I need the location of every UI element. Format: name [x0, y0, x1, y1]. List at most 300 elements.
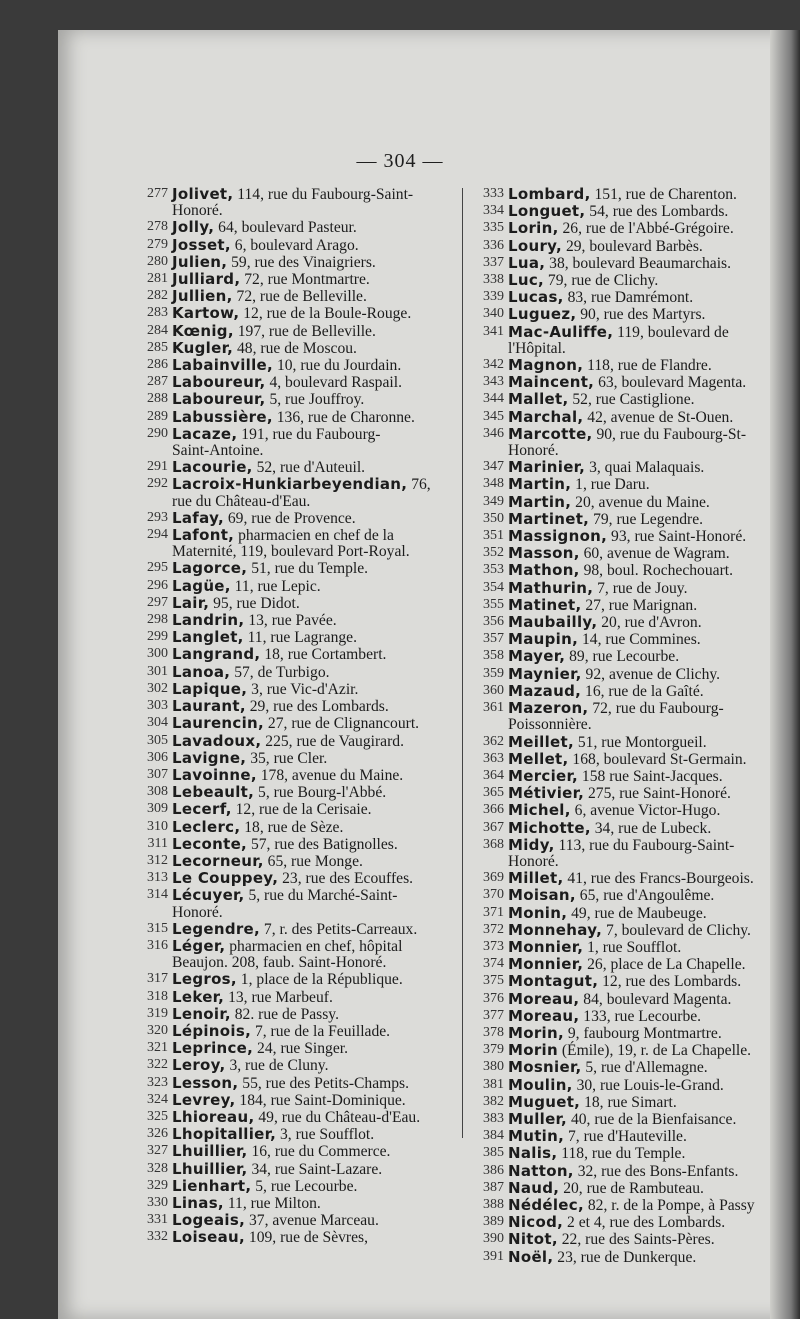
entry-address: 55, rue des Petits-Champs. [238, 1074, 410, 1092]
entry-address-continuation: rue du Château-d'Eau. [172, 492, 311, 510]
entry-address: 52, rue d'Auteuil. [252, 459, 366, 477]
entry-address: 90, rue du Faubourg-St- [592, 425, 747, 443]
entry-address: 23, rue de Dunkerque. [553, 1248, 697, 1266]
entry-address: 54, rue des Lombards. [585, 203, 729, 221]
entry-name: Lua, [508, 253, 546, 272]
entry-address: 82. rue de Passy. [230, 1005, 339, 1023]
directory-entry [474, 476, 770, 493]
entry-name: Michotte, [508, 818, 591, 837]
entry-number: 306 [147, 749, 168, 765]
entry-number: 311 [147, 835, 168, 851]
directory-entry [138, 887, 463, 920]
entry-address: 1, rue Daru. [571, 476, 650, 494]
entry-number: 381 [483, 1076, 504, 1092]
entry-address: 63, boulevard Magenta. [594, 374, 747, 392]
directory-entry [138, 1109, 463, 1126]
entry-address: 38, boulevard Beaumarchais. [545, 254, 732, 272]
entry-address: 113, rue du Faubourg-Saint- [554, 836, 735, 854]
entry-name: Maynier, [508, 664, 582, 683]
entry-address: 18, rue Cortambert. [260, 646, 387, 664]
page-number: — 304 — [356, 150, 444, 172]
entry-address: 82, r. de la Pompe, à Passy [583, 1196, 755, 1214]
entry-number: 340 [483, 306, 504, 322]
entry-name: Loury, [508, 236, 563, 255]
entry-number: 322 [147, 1057, 168, 1073]
entry-address: 168, boulevard St-Germain. [568, 750, 747, 768]
entry-name: Lafay, [172, 508, 224, 527]
entry-address: 133, rue Lecourbe. [579, 1007, 702, 1025]
directory-entry [474, 683, 770, 700]
directory-entry [138, 853, 463, 870]
entry-name: Leprince, [172, 1039, 254, 1058]
directory-entry [138, 1195, 463, 1212]
entry-name: Martin, [508, 475, 572, 494]
entry-address: 7, r. des Petits-Carreaux. [260, 920, 418, 938]
right-column [474, 186, 770, 1266]
entry-number: 344 [483, 391, 504, 407]
entry-name: Lacaze, [172, 424, 238, 443]
entry-number: 348 [483, 476, 504, 492]
entry-address: 69, rue de Provence. [223, 509, 356, 527]
entry-name: Kartow, [172, 304, 240, 323]
entry-number: 332 [147, 1229, 168, 1245]
directory-entry [474, 734, 770, 751]
entry-number: 299 [147, 629, 168, 645]
entry-number: 277 [147, 186, 168, 201]
entry-number: 319 [147, 1005, 168, 1021]
entry-name: Leconte, [172, 834, 248, 853]
entry-name: Longuet, [508, 202, 586, 221]
entry-address: 7, boulevard de Clichy. [602, 921, 751, 939]
entry-address: 7, rue de la Feuillade. [251, 1022, 391, 1040]
entry-name: Mathurin, [508, 578, 594, 597]
directory-entry [138, 767, 463, 784]
entry-number: 368 [483, 836, 504, 852]
entry-name: Lavigne, [172, 748, 247, 767]
entry-number: 285 [147, 339, 168, 355]
entry-address: 20, rue de Rambuteau. [559, 1179, 704, 1197]
entry-number: 329 [147, 1177, 168, 1193]
entry-address: 5, rue Bourg-l'Abbé. [254, 784, 387, 802]
entry-name: Jolly, [172, 218, 215, 237]
entry-address: 64, boulevard Pasteur. [214, 219, 357, 237]
entry-name: Monnier, [508, 937, 584, 956]
directory-entry [138, 1006, 463, 1023]
directory-entry [474, 1197, 770, 1214]
entry-address: 178, avenue du Maine. [256, 766, 404, 784]
entry-address: 109, rue de Sèvres, [245, 1229, 368, 1247]
directory-entry [474, 785, 770, 802]
entry-address: 136, rue de Charonne. [272, 408, 415, 426]
entry-number: 292 [147, 476, 168, 492]
entry-number: 280 [147, 253, 168, 269]
entry-address-continuation: Honoré. [172, 202, 223, 220]
entry-number: 358 [483, 648, 504, 664]
entry-name: Nédélec, [508, 1195, 584, 1214]
entry-name: Lapique, [172, 679, 248, 698]
entry-number: 296 [147, 577, 168, 593]
entry-number: 359 [483, 665, 504, 681]
entry-address-continuation: Honoré. [172, 903, 223, 921]
entry-number: 279 [147, 236, 168, 252]
entry-number: 337 [483, 254, 504, 270]
entry-number: 309 [147, 801, 168, 817]
entry-number: 374 [483, 956, 504, 972]
entry-address: 13, rue Marbeuf. [224, 988, 333, 1006]
entry-address: 3, rue de Cluny. [225, 1057, 329, 1075]
directory-entry [138, 254, 463, 271]
entry-number: 389 [483, 1214, 504, 1230]
entry-number: 290 [147, 425, 168, 441]
entry-name: Métivier, [508, 784, 585, 803]
entry-number: 318 [147, 988, 168, 1004]
entry-address: pharmacien en chef de la [234, 527, 394, 545]
directory-entry [138, 1023, 463, 1040]
entry-address: 76, [407, 476, 431, 494]
entry-number: 294 [147, 527, 168, 543]
entry-address: (Émile), 19, r. de La Chapelle. [557, 1042, 752, 1060]
directory-entry [474, 324, 770, 357]
directory-entry [474, 631, 770, 648]
entry-address: 95, rue Didot. [209, 594, 300, 612]
directory-entry [138, 357, 463, 374]
entry-number: 351 [483, 528, 504, 544]
entry-number: 327 [147, 1143, 168, 1159]
entry-number: 352 [483, 545, 504, 561]
entry-name: Legros, [172, 970, 237, 989]
entry-name: Meillet, [508, 732, 574, 751]
entry-name: Linas, [172, 1193, 224, 1212]
entry-address: 1, rue Soufflot. [583, 938, 682, 956]
entry-number: 365 [483, 785, 504, 801]
entry-address: 37, avenue Marceau. [245, 1212, 379, 1230]
entry-name: Matinet, [508, 595, 582, 614]
entry-address: 158 rue Saint-Jacques. [578, 767, 723, 785]
directory-entry [138, 750, 463, 767]
entry-number: 360 [483, 682, 504, 698]
entry-address: 83, rue Damrémont. [563, 289, 694, 307]
entry-address: 79, rue de Clichy. [544, 272, 659, 290]
entry-name: Legendre, [172, 919, 261, 938]
entry-number: 354 [483, 579, 504, 595]
entry-address: 92, avenue de Clichy. [581, 665, 721, 683]
entry-number: 335 [483, 220, 504, 236]
entry-name: Naud, [508, 1178, 560, 1197]
entry-name: Lagorce, [172, 559, 248, 578]
entry-number: 378 [483, 1024, 504, 1040]
entry-number: 328 [147, 1160, 168, 1176]
entry-address: 26, place de La Chapelle. [583, 956, 746, 974]
directory-entry [138, 510, 463, 527]
entry-name: Leker, [172, 987, 225, 1006]
directory-entry [474, 666, 770, 683]
entry-name: Lecorneur, [172, 851, 264, 870]
entry-address: 51, rue du Temple. [247, 560, 369, 578]
entry-number: 282 [147, 288, 168, 304]
entry-address: 11, rue Lagrange. [243, 629, 357, 647]
entry-address: 42, avenue de St-Ouen. [583, 408, 734, 426]
directory-entry [474, 1249, 770, 1266]
entry-name: Luguez, [508, 305, 577, 324]
directory-entry [474, 580, 770, 597]
directory-entry [138, 271, 463, 288]
directory-entry [474, 1094, 770, 1111]
entry-address-continuation: Honoré. [508, 852, 559, 870]
directory-entry [138, 971, 463, 988]
directory-entry [138, 784, 463, 801]
entry-number: 288 [147, 391, 168, 407]
directory-entry [474, 1008, 770, 1025]
entry-address: 3, quai Malaquais. [585, 459, 705, 477]
entry-name: Mac-Auliffe, [508, 322, 614, 341]
entry-number: 334 [483, 203, 504, 219]
entry-name: Lagüe, [172, 576, 231, 595]
entry-name: Lienhart, [172, 1176, 252, 1195]
entry-number: 388 [483, 1196, 504, 1212]
directory-entry [474, 820, 770, 837]
entry-name: Jolivet, [172, 185, 234, 203]
directory-entry [474, 203, 770, 220]
entry-name: Monnehay, [508, 920, 603, 939]
entry-name: Natton, [508, 1161, 574, 1180]
entry-name: Nitot, [508, 1230, 558, 1249]
directory-entry [138, 323, 463, 340]
entry-name: Marinier, [508, 458, 586, 477]
entry-name: Julliard, [172, 270, 241, 289]
entry-number: 356 [483, 614, 504, 630]
entry-name: Labussière, [172, 407, 273, 426]
entry-number: 377 [483, 1007, 504, 1023]
directory-entry [474, 186, 770, 203]
entry-name: Michel, [508, 801, 571, 820]
directory-entry [138, 819, 463, 836]
directory-entry [474, 887, 770, 904]
entry-number: 390 [483, 1231, 504, 1247]
entry-address: 32, rue des Bons-Enfants. [573, 1162, 739, 1180]
directory-entry [138, 836, 463, 853]
entry-name: Muguet, [508, 1092, 581, 1111]
directory-entry [474, 1163, 770, 1180]
entry-number: 376 [483, 990, 504, 1006]
entry-number: 297 [147, 594, 168, 610]
entry-address: 18, rue de Sèze. [240, 818, 344, 836]
entry-address: 65, rue Monge. [263, 852, 363, 870]
directory-entry [474, 870, 770, 887]
directory-entry [474, 1077, 770, 1094]
entry-number: 308 [147, 784, 168, 800]
entry-address: 89, rue Lecourbe. [565, 648, 680, 666]
entry-name: Mayer, [508, 647, 566, 666]
entry-address: 191, rue du Faubourg- [237, 425, 381, 443]
directory-entry [138, 1178, 463, 1195]
entry-address: 84, boulevard Magenta. [579, 990, 732, 1008]
directory-entry [474, 391, 770, 408]
directory-entry [474, 426, 770, 459]
entry-name: Monnier, [508, 955, 584, 974]
directory-entry [474, 238, 770, 255]
entry-number: 330 [147, 1194, 168, 1210]
directory-entry [138, 1126, 463, 1143]
directory-entry [474, 272, 770, 289]
entry-number: 361 [483, 700, 504, 716]
entry-name: Julien, [172, 252, 228, 271]
entry-number: 304 [147, 715, 168, 731]
directory-entry [474, 768, 770, 785]
directory-entry [138, 237, 463, 254]
directory-entry [138, 989, 463, 1006]
directory-entry [474, 905, 770, 922]
entry-address-continuation: Saint-Antoine. [172, 442, 264, 460]
entry-address: 12, rue de la Boule-Rouge. [239, 305, 412, 323]
directory-entry [138, 715, 463, 732]
entry-address: 90, rue des Martyrs. [576, 306, 706, 324]
entry-name: Nalis, [508, 1144, 558, 1163]
entry-address: pharmacien en chef, hôpital [225, 937, 403, 955]
directory-entry [138, 921, 463, 938]
directory-entry [138, 288, 463, 305]
entry-name: Josset, [172, 235, 231, 254]
directory-entry [474, 562, 770, 579]
entry-address: 2 et 4, rue des Lombards. [563, 1214, 726, 1232]
entry-number: 289 [147, 408, 168, 424]
entry-address: 51, rue Montorgueil. [573, 733, 707, 751]
entry-name: Lafont, [172, 526, 235, 545]
directory-entry [474, 528, 770, 545]
entry-number: 326 [147, 1126, 168, 1142]
directory-entry [138, 870, 463, 887]
directory-entry [138, 527, 463, 560]
entry-number: 339 [483, 289, 504, 305]
entry-name: Laboureur, [172, 390, 266, 409]
entry-name: Moreau, [508, 1006, 580, 1025]
directory-entry [474, 1111, 770, 1128]
entry-number: 370 [483, 887, 504, 903]
entry-address: 118, rue du Temple. [557, 1145, 686, 1163]
entry-name: Nicod, [508, 1213, 564, 1232]
entry-address: 5, rue du Marché-Saint- [244, 887, 398, 905]
entry-address: 18, rue Simart. [580, 1093, 677, 1111]
entry-number: 324 [147, 1091, 168, 1107]
entry-address: 5, rue Lecourbe. [251, 1177, 358, 1195]
directory-entry [474, 511, 770, 528]
entry-name: Landrin, [172, 611, 245, 630]
entry-address: 40, rue de la Bienfaisance. [567, 1110, 737, 1128]
entry-address: 7, rue d'Hauteville. [564, 1128, 687, 1146]
entry-address: 59, rue des Vinaigriers. [227, 253, 376, 271]
directory-entry [474, 220, 770, 237]
entry-number: 362 [483, 733, 504, 749]
entry-name: Mercier, [508, 766, 578, 785]
entry-address: 5, rue d'Allemagne. [581, 1059, 708, 1077]
entry-address: 49, rue de Maubeuge. [567, 904, 707, 922]
entry-name: Lenoir, [172, 1004, 231, 1023]
entry-address: 34, rue de Lubeck. [590, 819, 712, 837]
directory-entry [474, 255, 770, 272]
entry-address: 20, rue d'Avron. [597, 614, 702, 632]
entry-number: 346 [483, 425, 504, 441]
entry-address: 98, boul. Rochechouart. [579, 562, 733, 580]
directory-entry [138, 459, 463, 476]
entry-number: 379 [483, 1042, 504, 1058]
entry-name: Mutin, [508, 1127, 565, 1146]
directory-entry [138, 1092, 463, 1109]
entry-number: 380 [483, 1059, 504, 1075]
entry-name: Martin, [508, 492, 572, 511]
entry-name: Laboureur, [172, 373, 266, 392]
entry-number: 336 [483, 237, 504, 253]
directory-entry [138, 1229, 463, 1246]
directory-entry [474, 494, 770, 511]
entry-name: Lair, [172, 593, 210, 612]
entry-name: Le Couppey, [172, 869, 279, 888]
entry-name: Laurant, [172, 697, 246, 716]
entry-address: 16, rue du Commerce. [247, 1143, 391, 1161]
entry-address: 29, boulevard Barbès. [562, 237, 703, 255]
entry-address: 60, avenue de Wagram. [579, 545, 730, 563]
entry-address: 57, de Turbigo. [230, 663, 330, 681]
entry-number: 375 [483, 973, 504, 989]
entry-number: 315 [147, 920, 168, 936]
directory-entry [474, 459, 770, 476]
entry-number: 321 [147, 1040, 168, 1056]
entry-number: 383 [483, 1110, 504, 1126]
entry-number: 350 [483, 510, 504, 526]
entry-number: 371 [483, 904, 504, 920]
entry-name: Lhopitallier, [172, 1125, 277, 1144]
entry-address: 48, rue de Moscou. [233, 339, 357, 357]
entry-name: Lesson, [172, 1073, 239, 1092]
directory-entry [138, 476, 463, 509]
entry-address: 11, rue Milton. [223, 1194, 321, 1212]
entry-name: Langlet, [172, 628, 244, 647]
entry-address: 72, rue du Faubourg- [588, 700, 724, 718]
entry-address: 12, rue des Lombards. [598, 973, 742, 991]
entry-name: Luc, [508, 271, 545, 290]
entry-address: 35, rue Cler. [246, 749, 328, 767]
directory-entry [474, 409, 770, 426]
column-divider [462, 188, 463, 1138]
directory-entry [138, 578, 463, 595]
entry-number: 347 [483, 459, 504, 475]
entry-number: 325 [147, 1108, 168, 1124]
entry-address: 49, rue du Château-d'Eau. [254, 1108, 421, 1126]
entry-number: 345 [483, 408, 504, 424]
directory-entry [474, 648, 770, 665]
entry-number: 364 [483, 767, 504, 783]
entry-number: 367 [483, 819, 504, 835]
entry-number: 291 [147, 459, 168, 475]
entry-name: Martinet, [508, 509, 590, 528]
entry-name: Mosnier, [508, 1058, 582, 1077]
entry-number: 286 [147, 357, 168, 373]
entry-address: 27, rue de Clignancourt. [264, 715, 420, 733]
entry-address: 27, rue Marignan. [581, 596, 698, 614]
entry-address: 93, rue Saint-Honoré. [607, 528, 747, 546]
entry-number: 353 [483, 562, 504, 578]
entry-name: Langrand, [172, 645, 261, 664]
directory-entry [138, 1075, 463, 1092]
entry-number: 278 [147, 219, 168, 235]
directory-entry [474, 956, 770, 973]
directory-entry [474, 545, 770, 562]
entry-name: Magnon, [508, 356, 584, 375]
entry-name: Moreau, [508, 989, 580, 1008]
entry-number: 320 [147, 1022, 168, 1038]
directory-entry [138, 801, 463, 818]
entry-name: Mazeron, [508, 699, 589, 718]
directory-entry [474, 289, 770, 306]
entry-number: 300 [147, 646, 168, 662]
